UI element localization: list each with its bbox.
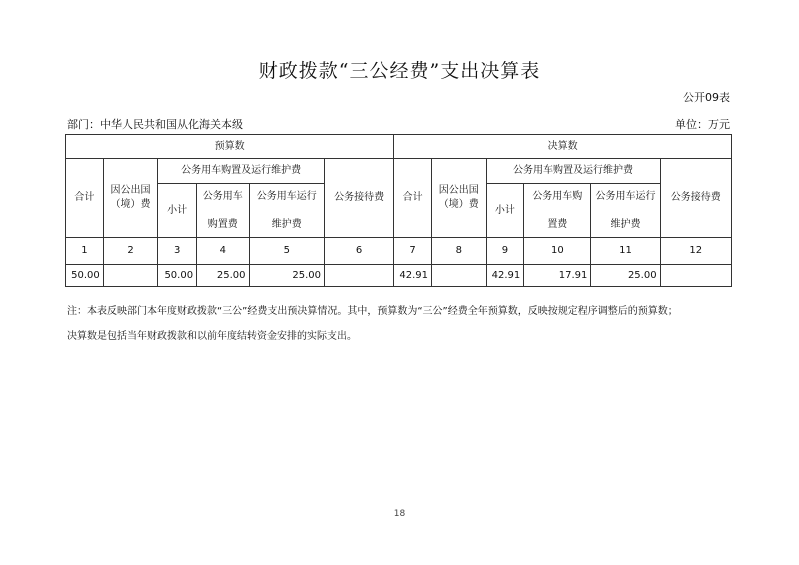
page-number: 18: [393, 509, 406, 519]
table-code: 公开09表: [683, 91, 730, 104]
column-number: 10: [524, 238, 591, 265]
budget-vehicle-group-header: 公务用车购置及运行维护费: [158, 159, 325, 184]
final-abroad-header-line2: （境）费: [438, 199, 479, 210]
budget-abroad-header-line1: 因公出国: [110, 185, 151, 196]
final-abroad-header: [431, 159, 486, 238]
budget-subtotal-value: 50.00: [158, 265, 197, 287]
final-subtotal-value: 42.91: [486, 265, 524, 287]
budget-subtotal-header: 小计: [158, 184, 197, 238]
budget-operation-header-line2: 维护费: [271, 218, 302, 230]
column-number: 5: [249, 238, 325, 265]
column-number: 7: [394, 238, 432, 265]
budget-total-header: 合计: [66, 159, 104, 238]
budget-purchase-header-line1: 公务用车: [202, 190, 243, 202]
budget-operation-value: 25.00: [249, 265, 325, 287]
expenditure-table: [65, 134, 732, 287]
column-number: 2: [103, 238, 158, 265]
value-row: [66, 265, 732, 287]
final-reception-header: 公务接待费: [660, 159, 731, 238]
budget-reception-value: [325, 265, 394, 287]
final-abroad-value: [431, 265, 486, 287]
column-number: 12: [660, 238, 731, 265]
column-number: 3: [158, 238, 197, 265]
budget-purchase-header-line2: 购置费: [207, 218, 238, 230]
final-operation-value: 25.00: [591, 265, 660, 287]
budget-abroad-value: [103, 265, 158, 287]
final-purchase-header: [524, 184, 591, 238]
budget-abroad-header: [103, 159, 158, 238]
unit-label: 单位：万元: [675, 118, 730, 131]
final-vehicle-group-header: 公务用车购置及运行维护费: [486, 159, 660, 184]
column-number-row: [66, 238, 732, 265]
budget-total-value: 50.00: [66, 265, 104, 287]
final-total-value: 42.91: [394, 265, 432, 287]
budget-group-header: 预算数: [66, 135, 394, 159]
column-number: 1: [66, 238, 104, 265]
final-operation-header-line1: 公务用车运行: [595, 190, 656, 202]
final-abroad-header-line1: 因公出国: [438, 185, 479, 196]
column-number: 4: [197, 238, 249, 265]
final-purchase-value: 17.91: [524, 265, 591, 287]
budget-purchase-header: [197, 184, 249, 238]
final-operation-header: [591, 184, 660, 238]
final-purchase-header-line2: 置费: [547, 218, 568, 230]
final-reception-value: [660, 265, 731, 287]
budget-reception-header: 公务接待费: [325, 159, 394, 238]
final-subtotal-header: 小计: [486, 184, 524, 238]
note-line-1: 注：本表反映部门本年度财政拨款“三公”经费支出预决算情况。其中，预算数为“三公”经费全年预算数，反映按规定程序调整后的预算数；: [67, 306, 678, 317]
budget-operation-header-line1: 公务用车运行: [256, 190, 317, 202]
page-title: 财政拨款“三公经费”支出决算表: [258, 60, 541, 82]
note-line-2: 决算数是包括当年财政拨款和以前年度结转资金安排的实际支出。: [67, 331, 357, 342]
column-number: 11: [591, 238, 660, 265]
budget-operation-header: [249, 184, 325, 238]
budget-abroad-header-line2: （境）费: [110, 199, 151, 210]
column-number: 8: [431, 238, 486, 265]
final-purchase-header-line1: 公务用车购: [532, 190, 583, 202]
budget-purchase-value: 25.00: [197, 265, 249, 287]
column-number: 6: [325, 238, 394, 265]
final-operation-header-line2: 维护费: [610, 218, 641, 230]
final-total-header: 合计: [394, 159, 432, 238]
department-label: 部门：中华人民共和国从化海关本级: [67, 118, 243, 131]
final-group-header: 决算数: [394, 135, 732, 159]
column-number: 9: [486, 238, 524, 265]
